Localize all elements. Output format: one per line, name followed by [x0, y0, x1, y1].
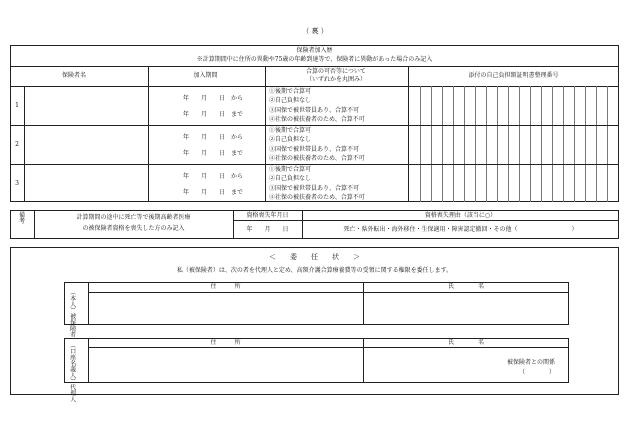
- insured-address-header: 住 所: [210, 283, 241, 290]
- loss-date-field[interactable]: 年 月 日: [246, 226, 289, 233]
- col-cert-number: 添付の自己負担額証明書整理番号: [468, 72, 559, 79]
- insurer-name-field[interactable]: [25, 87, 147, 124]
- loss-reason-options[interactable]: 死亡・県外転出・海外移住・生保適用・障害認定撤回・その他（ ）: [343, 226, 578, 233]
- option-dependent[interactable]: ④社保の被扶養者のため、合算不可: [269, 154, 365, 162]
- option-nhi-household[interactable]: ③国保で被世帯員あり、合算不可: [269, 106, 360, 114]
- eligibility-options: [269, 87, 365, 124]
- period-from[interactable]: 年 月 日 から: [183, 173, 244, 180]
- col-insurer-name: 保険者名: [61, 72, 86, 79]
- option-dependent[interactable]: ④社保の被扶養者のため、合算不可: [269, 115, 365, 123]
- insurer-name-field[interactable]: [25, 126, 147, 163]
- period-to[interactable]: 年 月 日 まで: [183, 111, 244, 118]
- remarks-label: 備考: [18, 212, 25, 225]
- delegation-title: ＜ 委 任 状 ＞: [269, 253, 360, 261]
- option-no-burden[interactable]: ②自己負担なし: [269, 175, 312, 183]
- agent-address-field[interactable]: [89, 348, 362, 382]
- eligibility-options: [269, 126, 365, 163]
- loss-date-header: 資格喪失年月日: [246, 212, 289, 219]
- history-title: 保険者加入歴: [296, 47, 333, 54]
- row-number: 3: [15, 180, 19, 187]
- option-late-stage[interactable]: ①後期で合算可: [269, 127, 312, 134]
- agent-label: （口座名義人）代理人: [68, 342, 76, 402]
- remarks-desc-1: 計算期間の途中に死亡等で後期高齢者医療: [76, 214, 191, 221]
- page-header: （ 裏 ）: [302, 27, 328, 35]
- history-note: ※計算期間中に住所の異動や75歳の年齢到達等で、保険者に異動があった場合のみ記入: [196, 56, 433, 63]
- agent-name-field[interactable]: [364, 348, 494, 382]
- row-number: 1: [15, 102, 19, 109]
- loss-reason-header: 資格喪失理由（該当に○）: [424, 212, 497, 219]
- option-no-burden[interactable]: ②自己負担なし: [269, 136, 312, 144]
- option-late-stage[interactable]: ①後期で合算可: [269, 166, 312, 173]
- period-from[interactable]: 年 月 日 から: [183, 95, 244, 102]
- insured-name-field[interactable]: [364, 293, 568, 324]
- period-from[interactable]: 年 月 日 から: [183, 134, 244, 141]
- option-late-stage[interactable]: ①後期で合算可: [269, 88, 312, 95]
- col-eligibility: 合算の可否等について: [306, 68, 366, 75]
- insurer-name-field[interactable]: [25, 165, 147, 201]
- relation-field[interactable]: （ ）: [519, 369, 556, 376]
- option-nhi-household[interactable]: ③国保で被世帯員あり、合算不可: [269, 145, 360, 153]
- option-nhi-household[interactable]: ③国保で被世帯員あり、合算不可: [269, 184, 360, 192]
- relation-label: 被保険者との関係: [507, 359, 556, 366]
- insured-name-header: 氏 名: [447, 283, 484, 290]
- eligibility-options: [269, 165, 365, 202]
- option-dependent[interactable]: ④社保の被扶養者のため、合算不可: [269, 193, 365, 201]
- row-number: 2: [15, 141, 19, 148]
- period-to[interactable]: 年 月 日 まで: [183, 150, 244, 157]
- col-period: 加入期間: [193, 72, 218, 79]
- agent-name-header: 氏 名: [447, 339, 484, 346]
- insured-address-field[interactable]: [89, 293, 362, 324]
- col-eligibility-note: （いずれかを丸囲み）: [305, 76, 366, 83]
- delegation-statement: 私（被保険者）は、次の者を代理人と定め、高額介護合算療養費等の受領に関する権限を委任します。: [176, 267, 453, 274]
- agent-address-header: 住 所: [210, 339, 241, 346]
- option-no-burden[interactable]: ②自己負担なし: [269, 97, 312, 105]
- insured-label: （本人）被保険者: [68, 289, 76, 337]
- remarks-desc-2: の被保険者資格を喪失した方のみ記入: [82, 225, 185, 232]
- period-to[interactable]: 年 月 日 まで: [183, 189, 244, 196]
